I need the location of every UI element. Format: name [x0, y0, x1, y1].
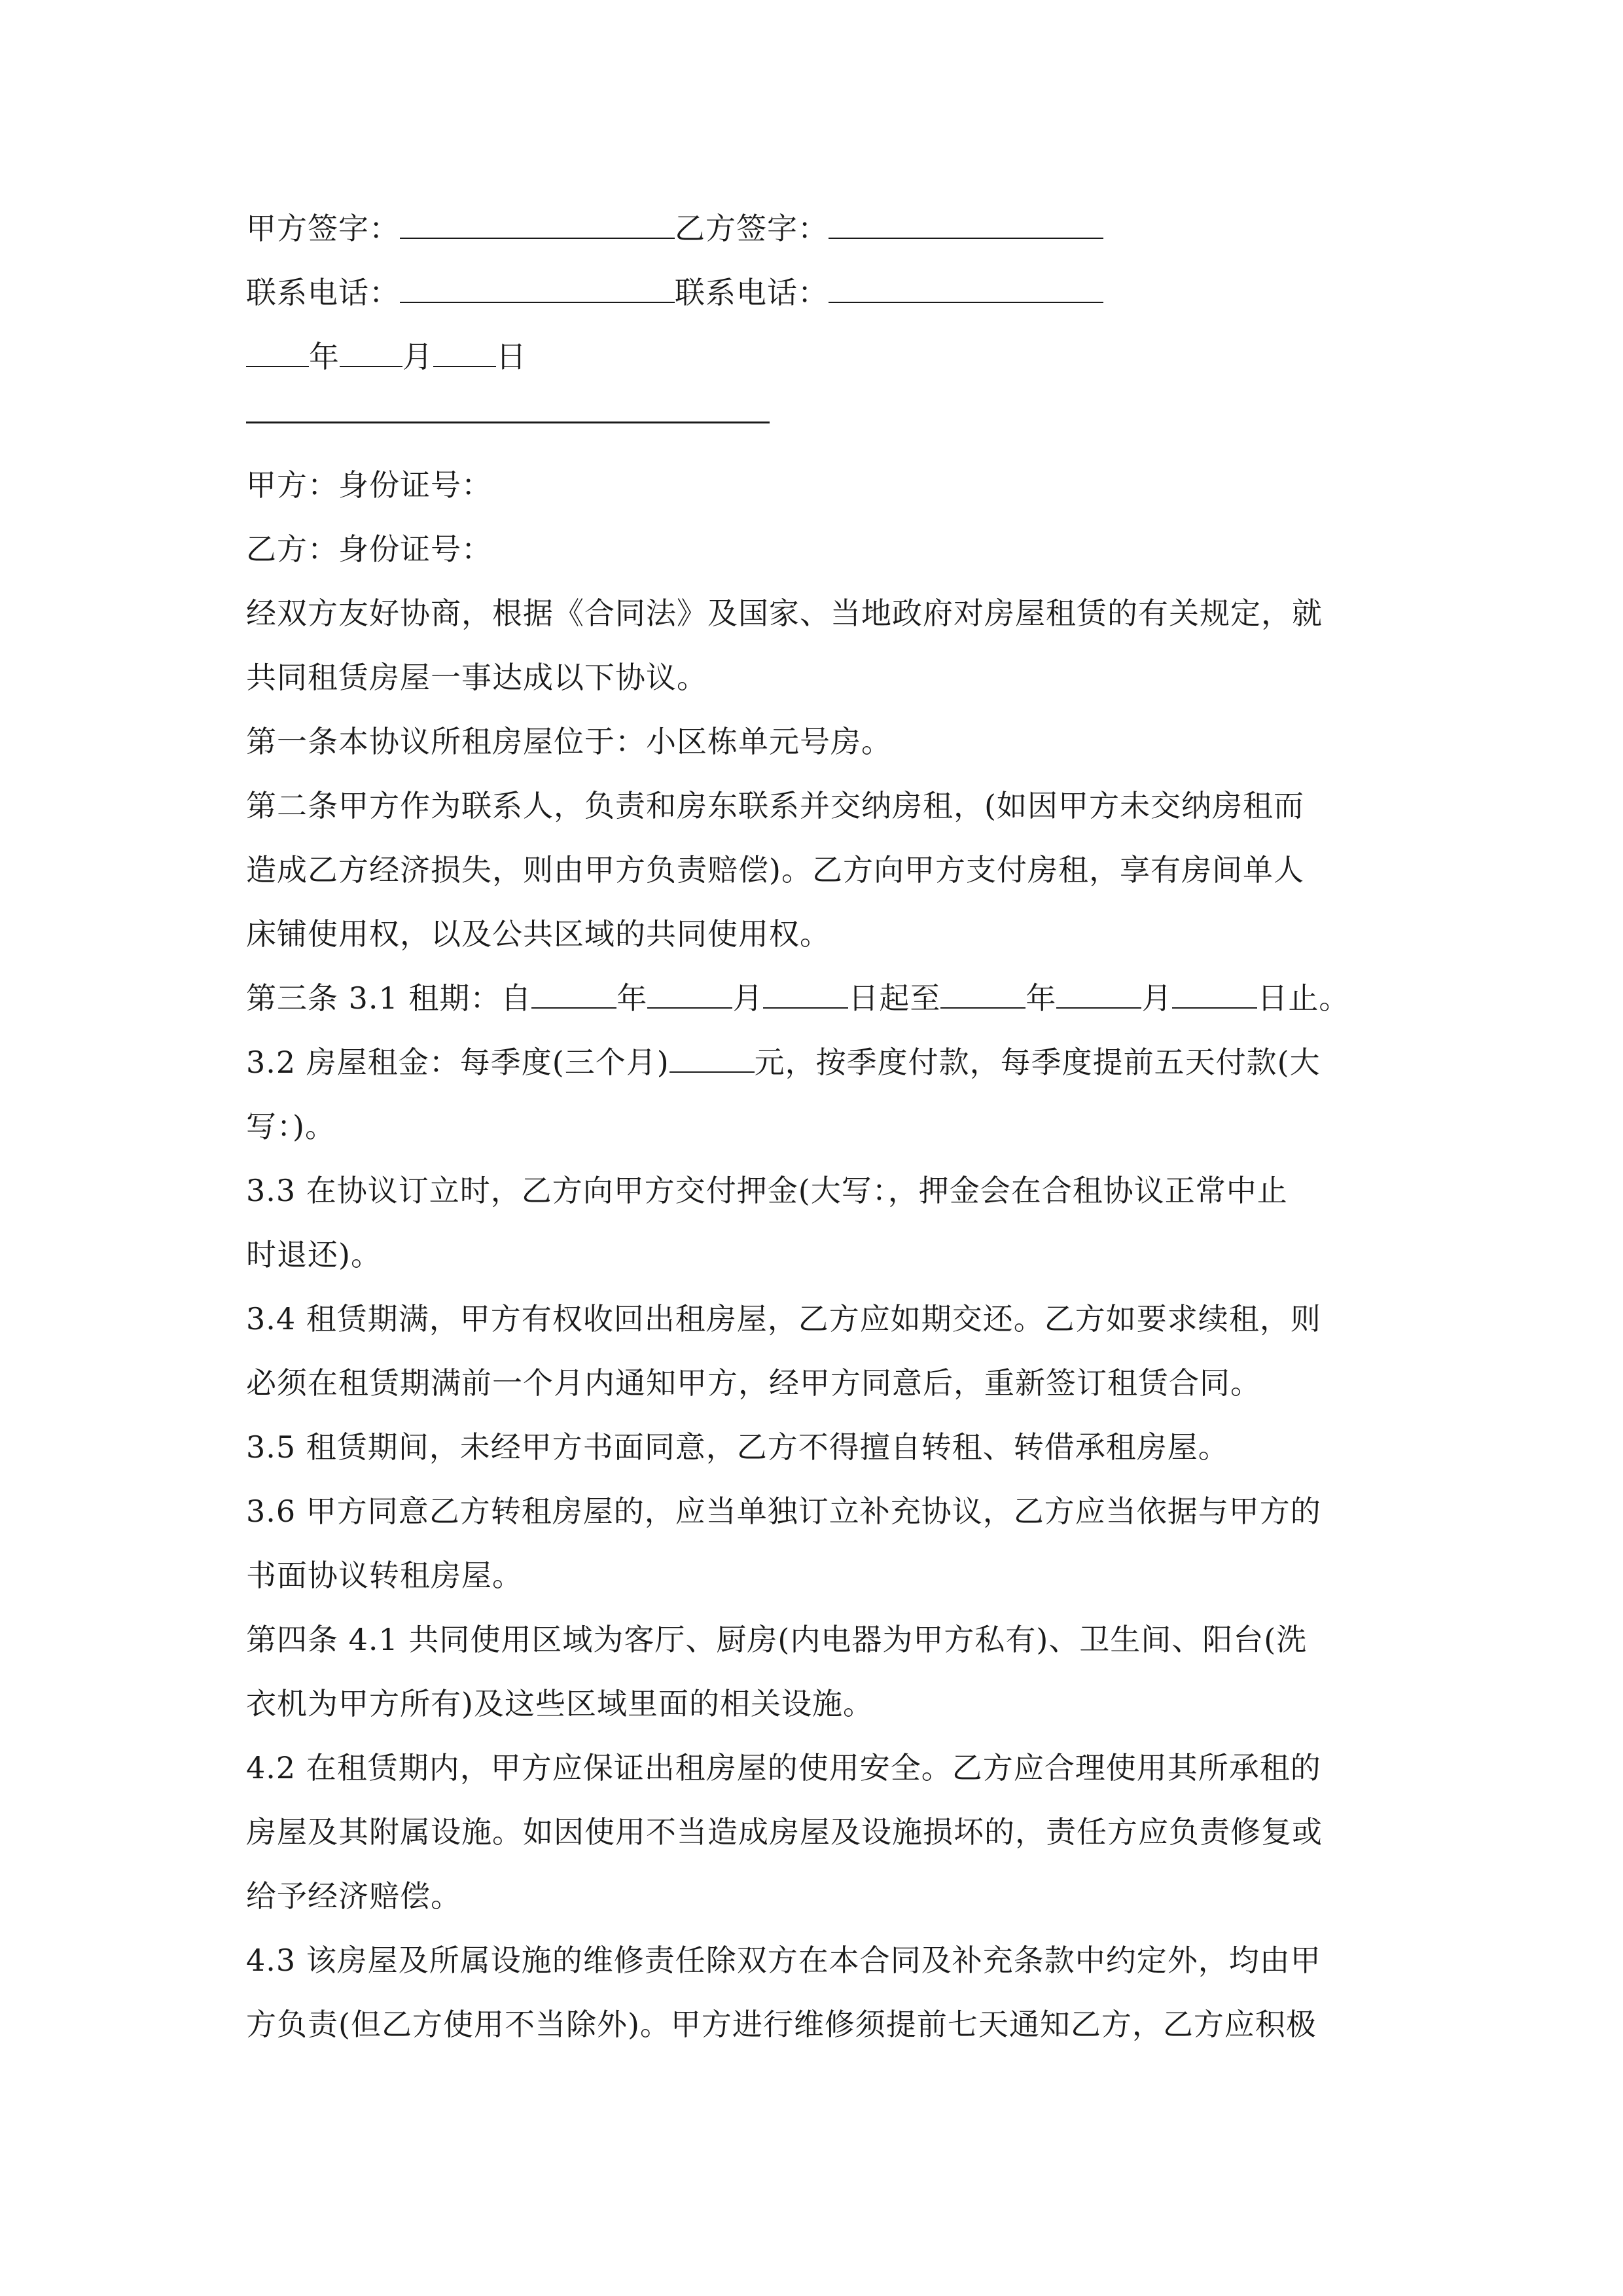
- body-line: 写：)。: [246, 1109, 336, 1144]
- body-line: 时退还)。: [246, 1237, 382, 1272]
- rent-suffix: 元，按季度付款，每季度提前五天付款(大: [754, 1045, 1321, 1080]
- body-line: 房屋及其附属设施。如因使用不当造成房屋及设施损坏的，责任方应负责修复或: [246, 1814, 1323, 1850]
- date-year: 年: [309, 339, 340, 374]
- article-1-line: 第一条本协议所租房屋位于：小区栋单元号房。: [246, 724, 892, 759]
- rent-blank: [669, 1035, 755, 1073]
- party-b-phone-label: 联系电话：: [675, 275, 829, 310]
- divider-row: [246, 389, 1385, 453]
- date-month: 月: [402, 339, 433, 374]
- body-line: 共同租赁房屋一事达成以下协议。: [246, 660, 707, 695]
- body-line: 书面协议转租房屋。: [246, 1558, 523, 1593]
- body-line: 必须在租赁期满前一个月内通知甲方，经甲方同意后，重新签订租赁合同。: [246, 1365, 1261, 1401]
- term-month-end: 月: [1141, 980, 1173, 1016]
- term-blank: [940, 971, 1026, 1009]
- body-line: 3.5 租赁期间，未经甲方书面同意，乙方不得擅自转租、转借承租房屋。: [246, 1429, 1229, 1465]
- body-line: 3.3 在协议订立时，乙方向甲方交付押金(大写：，押金会在合租协议正常中止: [246, 1173, 1288, 1208]
- party-a-sign-blank: [400, 201, 675, 239]
- party-a-phone-blank: [400, 265, 675, 303]
- party-a-id-line: 甲方：身份证号：: [246, 467, 492, 503]
- term-year-end: 年: [1026, 980, 1057, 1016]
- party-b-phone-blank: [829, 265, 1103, 303]
- body-line: 床铺使用权，以及公共区域的共同使用权。: [246, 916, 830, 952]
- term-blank: [1056, 971, 1141, 1009]
- body-line: 3.6 甲方同意乙方转租房屋的，应当单独订立补充协议，乙方应当依据与甲方的: [246, 1494, 1321, 1529]
- article-2-line: 第二条甲方作为联系人，负责和房东联系并交纳房租，(如因甲方未交纳房租而: [246, 788, 1304, 823]
- party-b-sign-label: 乙方签字：: [675, 211, 829, 246]
- body-line: 第四条 4.1 共同使用区域为客厅、厨房(内电器为甲方私有)、卫生间、阳台(洗: [246, 1622, 1308, 1657]
- body-line: 4.3 该房屋及所属设施的维修责任除双方在本合同及补充条款中约定外，均由甲: [246, 1943, 1321, 1978]
- term-month-start: 月: [732, 980, 764, 1016]
- party-b-sign-blank: [829, 201, 1103, 239]
- day-blank: [433, 329, 496, 367]
- term-day-end: 日止。: [1257, 980, 1350, 1016]
- term-blank: [647, 971, 732, 1009]
- month-blank: [340, 329, 402, 367]
- date-day: 日: [496, 339, 527, 374]
- party-a-phone-label: 联系电话：: [246, 275, 400, 310]
- body-line: 造成乙方经济损失，则由甲方负责赔偿)。乙方向甲方支付房租，享有房间单人: [246, 852, 1304, 888]
- term-day-start: 日起至: [848, 980, 941, 1016]
- body-line: 方负责(但乙方使用不当除外)。甲方进行维修须提前七天通知乙方，乙方应积极: [246, 2007, 1317, 2042]
- divider-text: [246, 389, 938, 453]
- body-line: 3.4 租赁期满，甲方有权收回出租房屋，乙方应如期交还。乙方如要求续租，则: [246, 1301, 1321, 1336]
- party-b-id-line: 乙方：身份证号：: [246, 531, 492, 567]
- body-line: 衣机为甲方所有)及这些区域里面的相关设施。: [246, 1686, 874, 1721]
- rent-line: [246, 1030, 1385, 1094]
- party-a-sign-label: 甲方签字：: [246, 211, 400, 246]
- term-prefix: 第三条 3.1 租期：自: [246, 980, 532, 1016]
- body-line: 给予经济赔偿。: [246, 1878, 461, 1914]
- term-blank: [1172, 971, 1257, 1009]
- term-year-start: 年: [616, 980, 648, 1016]
- signature-row: [246, 196, 1385, 260]
- term-blank: [763, 971, 848, 1009]
- body-line: 4.2 在租赁期内，甲方应保证出租房屋的使用安全。乙方应合理使用其所承租的: [246, 1750, 1321, 1785]
- document-body: [246, 196, 1385, 2056]
- body-line: 经双方友好协商，根据《合同法》及国家、当地政府对房屋租赁的有关规定，就: [246, 596, 1323, 631]
- rent-prefix: 3.2 房屋租金：每季度(三个月): [246, 1045, 669, 1080]
- term-blank: [531, 971, 616, 1009]
- article-3-term-line: [246, 966, 1385, 1030]
- year-blank: [246, 329, 309, 367]
- phone-row: [246, 260, 1385, 325]
- date-row: [246, 325, 1385, 389]
